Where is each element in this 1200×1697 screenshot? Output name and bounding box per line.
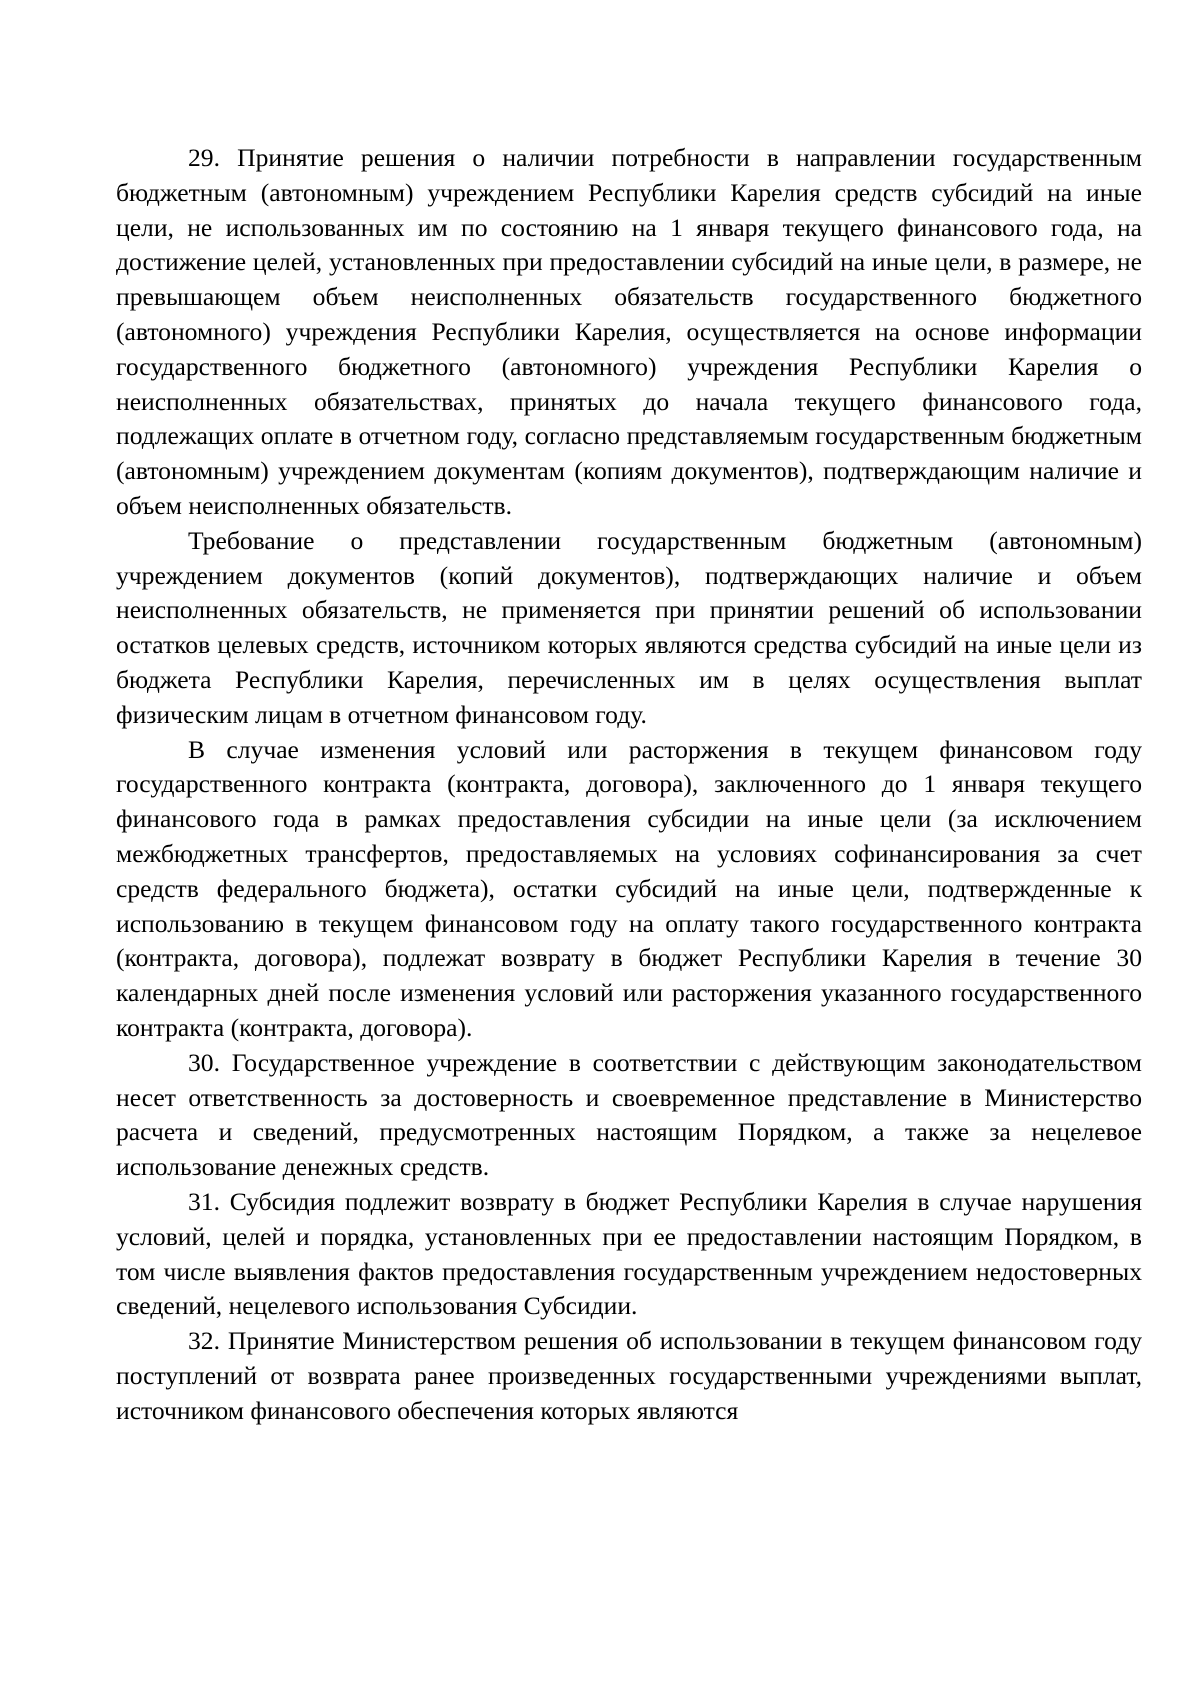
paragraph-requirement: Требование о представлении государственным бюджетным (автономным) учреждением документов (копий документов), подтверждающих наличие и объем неисполненных обязательств, не применяется при принятии решений об использовании остатков целевых средств, источником которых являются средства субсидий на иные цели из бюджета Республики Карелия, перечисленных им в целях осуществления выплат физическим лицам в отчетном финансовом году. xyxy=(116,525,1142,729)
document-page xyxy=(116,141,1142,1428)
paragraph-30: 30. Государственное учреждение в соответствии с действующим законодательством несет ответственность за достоверность и своевременное представление в Министерство расчета и сведений, предусмотренных настоящим Порядком, а также за нецелевое использование денежных средств. xyxy=(116,1047,1142,1182)
paragraph-29: 29. Принятие решения о наличии потребности в направлении государственным бюджетным (автономным) учреждением Республики Карелия средств субсидий на иные цели, не использованных им по состоянию на 1 января текущего финансового года, на достижение целей, установленных при предоставлении субсидий на иные цели, в размере, не превышающем объем неисполненных обязательств государственного бюджетного (автономного) учреждения Республики Карелия, осуществляется на основе информации государственного бюджетного (автономного) учреждения Республики Карелия о неисполненных обязательствах, принятых до начала текущего финансового года, подлежащих оплате в отчетном году, согласно представляемым государственным бюджетным (автономным) учреждением документам (копиям документов), подтверждающим наличие и объем неисполненных обязательств. xyxy=(116,143,1142,520)
paragraph-31: 31. Субсидия подлежит возврату в бюджет Республики Карелия в случае нарушения условий, целей и порядка, установленных при ее предоставлении настоящим Порядком, в том числе выявления фактов предоставления государственным учреждением недостоверных сведений, нецелевого использования Субсидии. xyxy=(116,1186,1142,1321)
paragraph-32: 32. Принятие Министерством решения об использовании в текущем финансовом году поступлений от возврата ранее произведенных государственными учреждениями выплат, источником финансового обеспечения которых являются xyxy=(116,1326,1142,1425)
paragraph-contract-change: В случае изменения условий или расторжения в текущем финансовом году государственного контракта (контракта, договора), заключенного до 1 января текущего финансового года в рамках предоставления субсидии на иные цели (за исключением межбюджетных трансфертов, предоставляемых на условиях софинансирования за счет средств федерального бюджета), остатки субсидий на иные цели, подтвержденные к использованию в текущем финансовом году на оплату такого государственного контракта (контракта, договора), подлежат возврату в бюджет Республики Карелия в течение 30 календарных дней после изменения условий или расторжения указанного государственного контракта (контракта, договора). xyxy=(116,734,1142,1042)
